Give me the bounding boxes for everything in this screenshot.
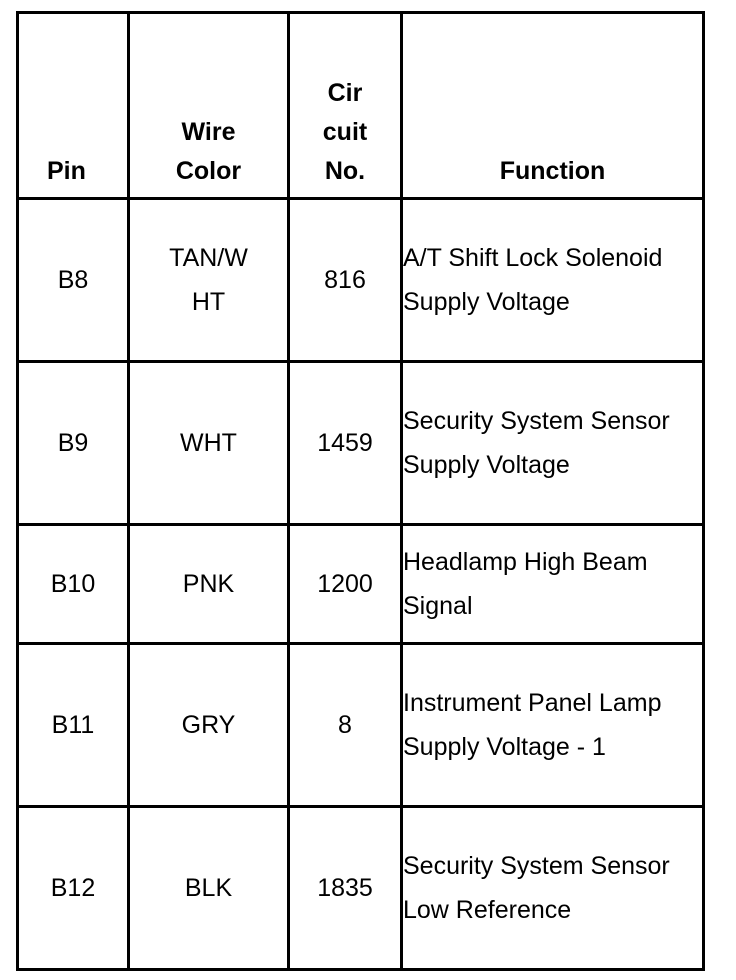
table-row (18, 807, 704, 970)
table-row (18, 199, 704, 362)
pin-cell: B8 (18, 199, 129, 362)
wire-color-cell (129, 199, 289, 362)
wire-color-text: TAN/WHT (169, 244, 248, 316)
wire-color-cell (129, 525, 289, 644)
wire-color-text: BLK (184, 874, 233, 902)
table-row (18, 644, 704, 807)
header-circuit-no (289, 13, 402, 199)
pin-cell: B10 (18, 525, 129, 644)
wire-color-text: PNK (182, 570, 235, 598)
function-cell: Headlamp High Beam Signal (402, 525, 704, 644)
header-function: Function (402, 13, 704, 199)
function-cell: Security System Sensor Low Reference (402, 807, 704, 970)
connector-pin-table (16, 11, 705, 971)
circuit-cell: 1459 (289, 362, 402, 525)
header-wire-color-text: Wire Color (175, 118, 242, 185)
circuit-cell: 816 (289, 199, 402, 362)
circuit-cell: 1835 (289, 807, 402, 970)
table-header-row (18, 13, 704, 199)
circuit-cell: 8 (289, 644, 402, 807)
function-cell: Instrument Panel Lamp Supply Voltage - 1 (402, 644, 704, 807)
header-pin: Pin (18, 13, 129, 199)
wire-color-text: GRY (181, 711, 236, 739)
table-row (18, 525, 704, 644)
table-row (18, 362, 704, 525)
function-cell: Security System Sensor Supply Voltage (402, 362, 704, 525)
pin-cell: B11 (18, 644, 129, 807)
wire-color-cell (129, 644, 289, 807)
pin-cell: B12 (18, 807, 129, 970)
header-circuit-no-text: Cir cuit No. (322, 79, 368, 185)
wire-color-cell (129, 807, 289, 970)
wire-color-text: WHT (180, 429, 237, 457)
header-wire-color (129, 13, 289, 199)
pin-cell: B9 (18, 362, 129, 525)
wire-color-cell (129, 362, 289, 525)
circuit-cell: 1200 (289, 525, 402, 644)
function-cell: A/T Shift Lock Solenoid Supply Voltage (402, 199, 704, 362)
